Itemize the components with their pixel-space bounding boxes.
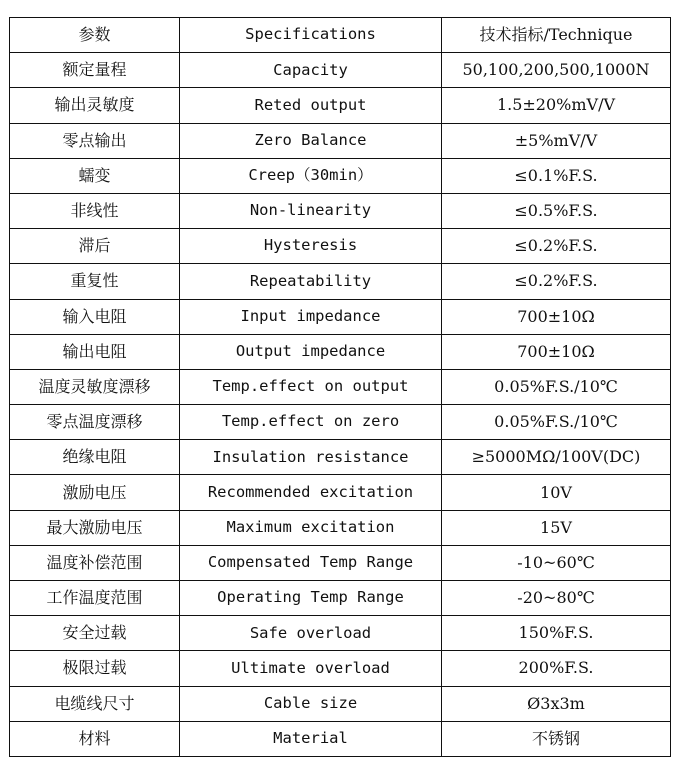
spec-cell: Output impedance bbox=[180, 334, 442, 369]
table-row bbox=[10, 193, 671, 228]
table-row bbox=[10, 651, 671, 686]
header-row bbox=[10, 18, 671, 53]
table-row bbox=[10, 581, 671, 616]
param-cell: 蠕变 bbox=[10, 158, 180, 193]
value-cell: 0.05%F.S./10℃ bbox=[442, 369, 671, 404]
value-cell: Ø3x3m bbox=[442, 686, 671, 721]
spec-cell: Material bbox=[180, 721, 442, 756]
param-cell: 最大激励电压 bbox=[10, 510, 180, 545]
spec-cell: Specifications bbox=[180, 18, 442, 53]
value-cell: ≥5000MΩ/100V(DC) bbox=[442, 440, 671, 475]
table-row bbox=[10, 123, 671, 158]
param-cell: 温度灵敏度漂移 bbox=[10, 369, 180, 404]
spec-cell: Input impedance bbox=[180, 299, 442, 334]
param-cell: 输出灵敏度 bbox=[10, 88, 180, 123]
value-cell: 10V bbox=[442, 475, 671, 510]
spec-cell: Operating Temp Range bbox=[180, 581, 442, 616]
spec-cell: Zero Balance bbox=[180, 123, 442, 158]
spec-cell: Temp.effect on output bbox=[180, 369, 442, 404]
value-cell: 50,100,200,500,1000N bbox=[442, 53, 671, 88]
param-cell: 温度补偿范围 bbox=[10, 545, 180, 580]
param-cell: 零点输出 bbox=[10, 123, 180, 158]
param-cell: 零点温度漂移 bbox=[10, 405, 180, 440]
value-cell: -20~80℃ bbox=[442, 581, 671, 616]
table-row bbox=[10, 158, 671, 193]
table-row bbox=[10, 440, 671, 475]
value-cell: 700±10Ω bbox=[442, 299, 671, 334]
param-cell: 电缆线尺寸 bbox=[10, 686, 180, 721]
spec-cell: Non-linearity bbox=[180, 193, 442, 228]
spec-cell: Compensated Temp Range bbox=[180, 545, 442, 580]
value-cell: ≤0.5%F.S. bbox=[442, 193, 671, 228]
param-cell: 滞后 bbox=[10, 229, 180, 264]
param-cell: 额定量程 bbox=[10, 53, 180, 88]
spec-cell: Maximum excitation bbox=[180, 510, 442, 545]
table-row bbox=[10, 545, 671, 580]
specifications-table bbox=[9, 17, 671, 757]
spec-cell: Creep（30min） bbox=[180, 158, 442, 193]
table-row bbox=[10, 53, 671, 88]
spec-cell: Capacity bbox=[180, 53, 442, 88]
table-body bbox=[10, 18, 671, 757]
spec-cell: Temp.effect on zero bbox=[180, 405, 442, 440]
param-cell: 安全过载 bbox=[10, 616, 180, 651]
value-cell: ≤0.2%F.S. bbox=[442, 229, 671, 264]
param-cell: 工作温度范围 bbox=[10, 581, 180, 616]
value-cell: 不锈钢 bbox=[442, 721, 671, 756]
table-row bbox=[10, 264, 671, 299]
table-row bbox=[10, 475, 671, 510]
spec-cell: Cable size bbox=[180, 686, 442, 721]
table-row bbox=[10, 616, 671, 651]
value-cell: 200%F.S. bbox=[442, 651, 671, 686]
spec-cell: Safe overload bbox=[180, 616, 442, 651]
spec-cell: Reted output bbox=[180, 88, 442, 123]
param-cell: 输出电阻 bbox=[10, 334, 180, 369]
spec-cell: Hysteresis bbox=[180, 229, 442, 264]
spec-cell: Repeatability bbox=[180, 264, 442, 299]
param-cell: 绝缘电阻 bbox=[10, 440, 180, 475]
param-cell: 参数 bbox=[10, 18, 180, 53]
spec-cell: Recommended excitation bbox=[180, 475, 442, 510]
param-cell: 材料 bbox=[10, 721, 180, 756]
table-row bbox=[10, 88, 671, 123]
value-cell: ≤0.1%F.S. bbox=[442, 158, 671, 193]
table-row bbox=[10, 299, 671, 334]
param-cell: 激励电压 bbox=[10, 475, 180, 510]
table-row bbox=[10, 686, 671, 721]
param-cell: 输入电阻 bbox=[10, 299, 180, 334]
spec-cell: Insulation resistance bbox=[180, 440, 442, 475]
table-row bbox=[10, 369, 671, 404]
param-cell: 重复性 bbox=[10, 264, 180, 299]
value-cell: ±5%mV/V bbox=[442, 123, 671, 158]
value-cell: 0.05%F.S./10℃ bbox=[442, 405, 671, 440]
value-cell: 1.5±20%mV/V bbox=[442, 88, 671, 123]
table-row bbox=[10, 510, 671, 545]
table-row bbox=[10, 721, 671, 756]
table-row bbox=[10, 405, 671, 440]
table-row bbox=[10, 334, 671, 369]
value-cell: 15V bbox=[442, 510, 671, 545]
param-cell: 非线性 bbox=[10, 193, 180, 228]
value-cell: ≤0.2%F.S. bbox=[442, 264, 671, 299]
value-cell: -10~60℃ bbox=[442, 545, 671, 580]
spec-cell: Ultimate overload bbox=[180, 651, 442, 686]
value-cell: 技术指标/Technique bbox=[442, 18, 671, 53]
value-cell: 700±10Ω bbox=[442, 334, 671, 369]
table-row bbox=[10, 229, 671, 264]
param-cell: 极限过载 bbox=[10, 651, 180, 686]
value-cell: 150%F.S. bbox=[442, 616, 671, 651]
